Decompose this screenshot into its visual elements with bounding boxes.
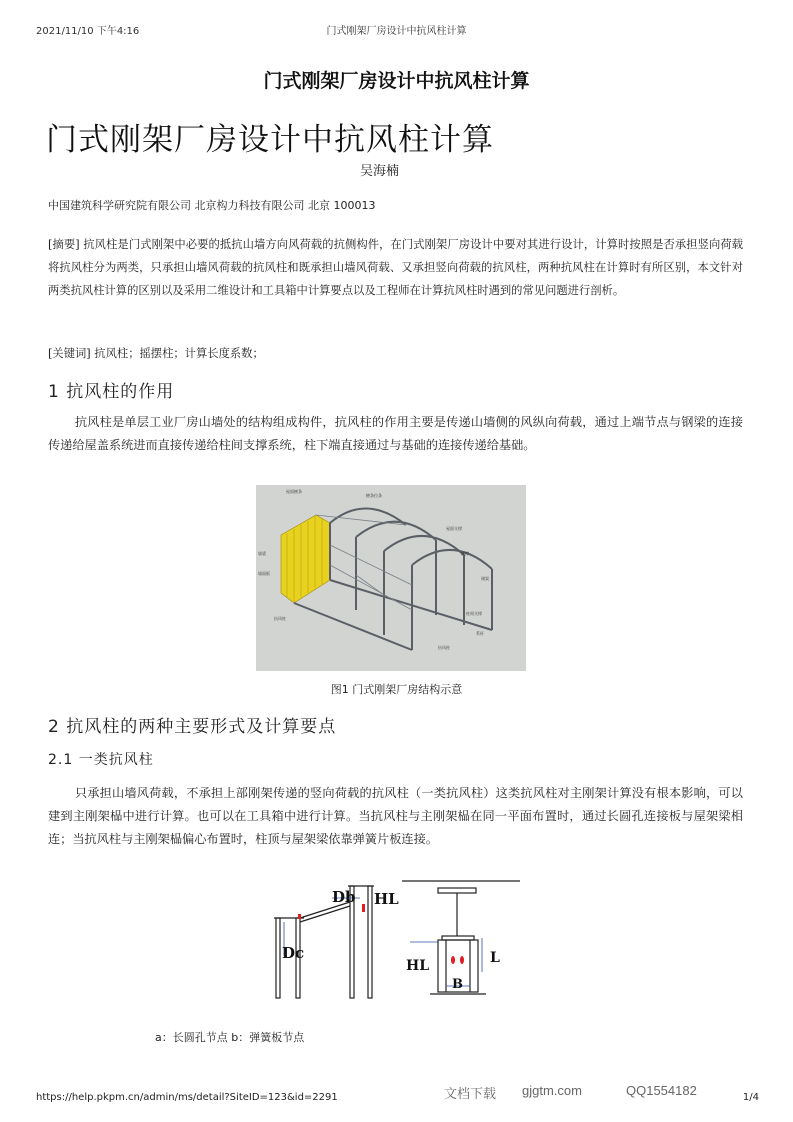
keywords: [关键词] 抗风柱；摇摆柱；计算长度系数； [48, 347, 264, 360]
section-2-heading: 2 抗风柱的两种主要形式及计算要点 [48, 717, 337, 737]
svg-text:屋面檩条: 屋面檩条 [286, 489, 302, 494]
print-datetime: 2021/11/10 下午4:16 [36, 26, 140, 37]
svg-text:墙面板: 墙面板 [258, 571, 270, 576]
figure-1-caption: 图1 门式刚架厂房结构示意 [330, 683, 463, 696]
label-b: B [452, 977, 463, 992]
section-2-1-body: 只承担山墙风荷载，不承担上部刚架传递的竖向荷载的抗风柱（一类抗风柱）这类抗风柱对主刚架计算没有根本影响，可以建到主刚架榀中进行计算。也可以在工具箱中进行计算。当抗风柱与主刚架榀在同一平面布置时，通过长圆孔连接板与屋架梁相连；当抗风柱与主刚架榀偏心布置时，柱顶与屋架梁依靠弹簧片板连接。 [48, 786, 743, 846]
section-2-1-heading: 2.1 一类抗风柱 [48, 752, 154, 768]
watermark-site: gjgtm.com [522, 1083, 582, 1098]
print-title: 门式刚架厂房设计中抗风柱计算 [326, 26, 467, 37]
watermark-download: 文档下载 [444, 1086, 497, 1101]
connection-detail-diagrams [270, 876, 520, 1006]
portal-frame-illustration [256, 485, 526, 671]
svg-text:墙梁: 墙梁 [258, 551, 266, 556]
label-dc: Dc [282, 944, 305, 962]
page-number: 1/4 [742, 1092, 759, 1103]
portal-frame-diagram [256, 485, 526, 671]
svg-text:柱间支撑: 柱间支撑 [466, 611, 482, 616]
svg-text:抗风柱: 抗风柱 [438, 645, 450, 650]
svg-text:系杆: 系杆 [476, 631, 484, 636]
section-1-body: 抗风柱是单层工业厂房山墙处的结构组成构件，抗风柱的作用主要是传递山墙侧的风纵向荷载，通过上端节点与钢梁的连接传递给屋盖系统进而直接传递给柱间支撑系统，柱下端直接通过与基础的连接传递给基础。 [48, 415, 743, 452]
label-db: Db [332, 888, 356, 906]
abstract: [摘要] 抗风柱是门式刚架中必要的抵抗山墙方向风荷载的抗侧构件，在门式刚架厂房设计中要对其进行设计，计算时按照是否承担竖向荷载将抗风柱分为两类，只承担山墙风荷载的抗风柱和既承担山墙风荷载、又承担竖向荷载的抗风柱，两种抗风柱在计算时有所区别，本文针对两类抗风柱计算的区别以及采用二维设计和工具箱中计算要点以及工程师在计算抗风柱时遇到的常见问题进行剖析。 [48, 238, 743, 297]
svg-text:檩条拉条: 檩条拉条 [366, 493, 382, 498]
affiliation: 中国建筑科学研究院有限公司 北京构力科技有限公司 北京 100013 [48, 199, 376, 212]
section-1-heading: 1 抗风柱的作用 [48, 382, 175, 402]
watermark-qq: QQ1554182 [626, 1083, 697, 1098]
connection-detail-illustration [270, 876, 520, 1006]
label-l: L [490, 950, 500, 966]
label-hl-top: HL [374, 890, 399, 908]
svg-text:隅撑: 隅撑 [461, 551, 469, 556]
web-page-title: 门式刚架厂房设计中抗风柱计算 [263, 70, 530, 92]
svg-text:抗风柱: 抗风柱 [274, 616, 286, 621]
figure-2-caption: a：长圆孔节点 b：弹簧板节点 [155, 1031, 305, 1044]
label-hl-left: HL [406, 958, 430, 974]
author-name: 吴海楠 [360, 164, 400, 179]
footer-url[interactable]: https://help.pkpm.cn/admin/ms/detail?SiteID=123&id=2291 [36, 1092, 338, 1103]
article-title: 门式刚架厂房设计中抗风柱计算 [46, 122, 494, 158]
svg-text:屋面支撑: 屋面支撑 [446, 526, 462, 531]
svg-text:刚架: 刚架 [481, 576, 489, 581]
